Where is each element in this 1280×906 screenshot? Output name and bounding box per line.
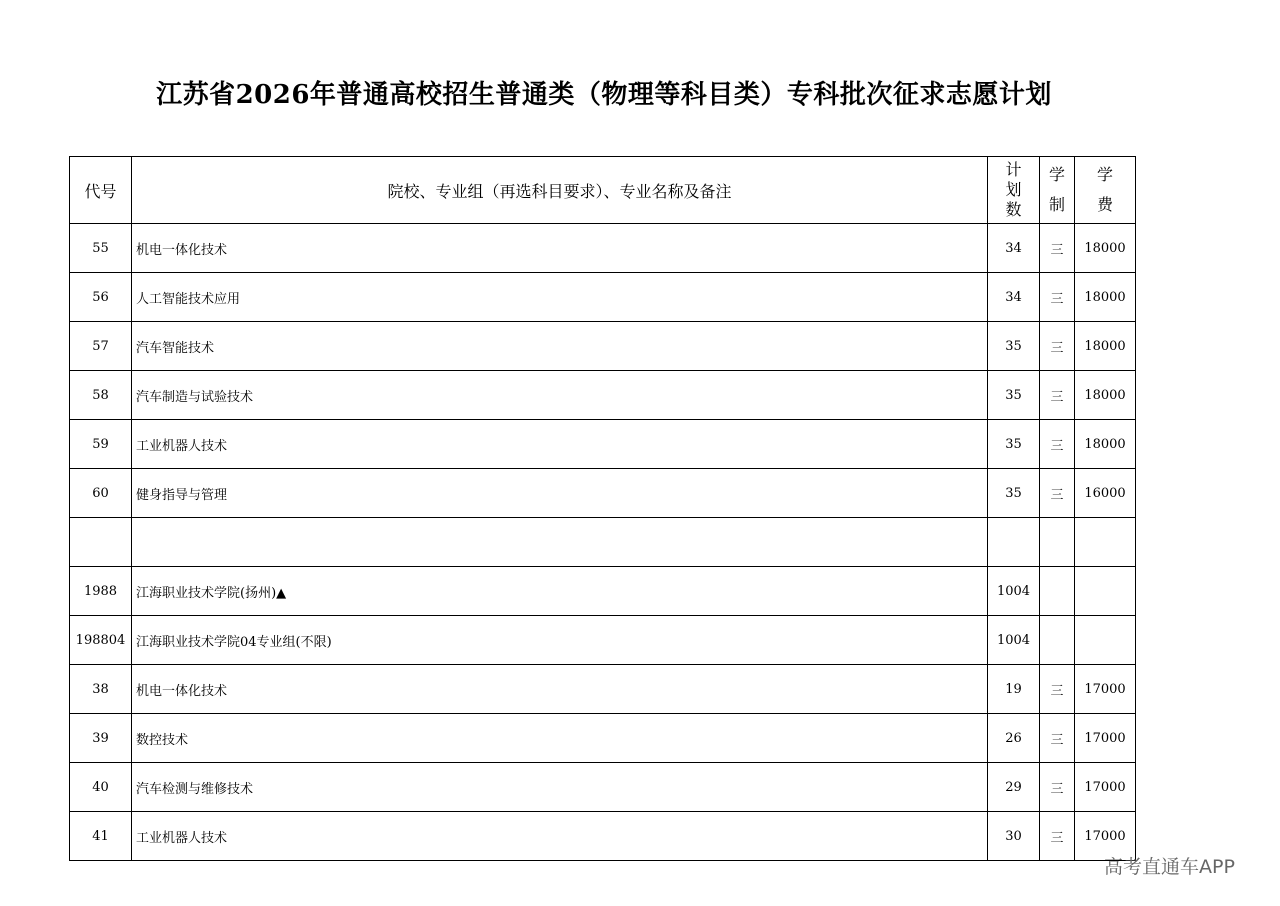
cell-name: 江海职业技术学院(扬州)▲: [132, 567, 988, 616]
cell-code: 38: [70, 665, 132, 714]
cell-name: 工业机器人技术: [132, 812, 988, 861]
cell-name: 机电一体化技术: [132, 665, 988, 714]
table-row: [70, 322, 1136, 371]
cell-name: 汽车智能技术: [132, 322, 988, 371]
cell-name: 数控技术: [132, 714, 988, 763]
cell-plan: 1004: [988, 616, 1040, 665]
cell-fee: 17000: [1075, 665, 1136, 714]
cell-length: [1040, 616, 1075, 665]
table-row: [70, 567, 1136, 616]
header-code: 代号: [70, 157, 132, 224]
table-row: [70, 812, 1136, 861]
cell-fee: 17000: [1075, 763, 1136, 812]
cell-length: 三: [1040, 714, 1075, 763]
cell-name: 工业机器人技术: [132, 420, 988, 469]
cell-fee: 18000: [1075, 371, 1136, 420]
cell-plan: 34: [988, 273, 1040, 322]
cell-code: 1988: [70, 567, 132, 616]
cell-plan: 35: [988, 322, 1040, 371]
table-row: [70, 518, 1136, 567]
cell-name: 汽车制造与试验技术: [132, 371, 988, 420]
cell-length: 三: [1040, 469, 1075, 518]
cell-fee: 17000: [1075, 812, 1136, 861]
table-row: [70, 273, 1136, 322]
cell-fee: 18000: [1075, 420, 1136, 469]
cell-code: 57: [70, 322, 132, 371]
header-length: 学 制: [1040, 157, 1075, 224]
cell-name: 江海职业技术学院04专业组(不限): [132, 616, 988, 665]
cell-plan: 34: [988, 224, 1040, 273]
cell-code: 60: [70, 469, 132, 518]
cell-fee: 18000: [1075, 322, 1136, 371]
cell-code: 55: [70, 224, 132, 273]
cell-name: 健身指导与管理: [132, 469, 988, 518]
cell-fee: 18000: [1075, 224, 1136, 273]
table-row: [70, 469, 1136, 518]
table-row: [70, 665, 1136, 714]
cell-fee: [1075, 616, 1136, 665]
cell-name: 汽车检测与维修技术: [132, 763, 988, 812]
cell-length: 三: [1040, 420, 1075, 469]
cell-plan: 35: [988, 371, 1040, 420]
watermark: 高考直通车APP: [1104, 856, 1235, 878]
cell-plan: [988, 518, 1040, 567]
cell-length: 三: [1040, 273, 1075, 322]
table-row: [70, 616, 1136, 665]
cell-length: 三: [1040, 763, 1075, 812]
cell-length: 三: [1040, 665, 1075, 714]
page-title: 江苏省2026年普通高校招生普通类（物理等科目类）专科批次征求志愿计划: [156, 80, 1052, 110]
cell-code: 40: [70, 763, 132, 812]
cell-code: [70, 518, 132, 567]
cell-plan: 26: [988, 714, 1040, 763]
cell-code: 39: [70, 714, 132, 763]
cell-code: 41: [70, 812, 132, 861]
table-row: [70, 763, 1136, 812]
cell-fee: [1075, 518, 1136, 567]
table-row: [70, 714, 1136, 763]
cell-length: [1040, 567, 1075, 616]
cell-name: 机电一体化技术: [132, 224, 988, 273]
plan-table: [69, 156, 1136, 861]
table-header-row: [70, 157, 1136, 224]
cell-plan: 29: [988, 763, 1040, 812]
cell-plan: 30: [988, 812, 1040, 861]
cell-name: 人工智能技术应用: [132, 273, 988, 322]
cell-code: 198804: [70, 616, 132, 665]
cell-length: 三: [1040, 371, 1075, 420]
header-fee: 学 费: [1075, 157, 1136, 224]
table-row: [70, 420, 1136, 469]
cell-length: 三: [1040, 812, 1075, 861]
cell-length: 三: [1040, 322, 1075, 371]
cell-fee: 16000: [1075, 469, 1136, 518]
table-row: [70, 224, 1136, 273]
cell-code: 56: [70, 273, 132, 322]
cell-code: 59: [70, 420, 132, 469]
table-row: [70, 371, 1136, 420]
cell-code: 58: [70, 371, 132, 420]
cell-plan: 35: [988, 420, 1040, 469]
header-name: 院校、专业组（再选科目要求）、专业名称及备注: [132, 157, 988, 224]
cell-plan: 35: [988, 469, 1040, 518]
cell-length: 三: [1040, 224, 1075, 273]
cell-fee: 17000: [1075, 714, 1136, 763]
header-plan: 计 划 数: [988, 157, 1040, 224]
cell-length: [1040, 518, 1075, 567]
cell-fee: [1075, 567, 1136, 616]
cell-name: [132, 518, 988, 567]
cell-plan: 19: [988, 665, 1040, 714]
cell-fee: 18000: [1075, 273, 1136, 322]
cell-plan: 1004: [988, 567, 1040, 616]
